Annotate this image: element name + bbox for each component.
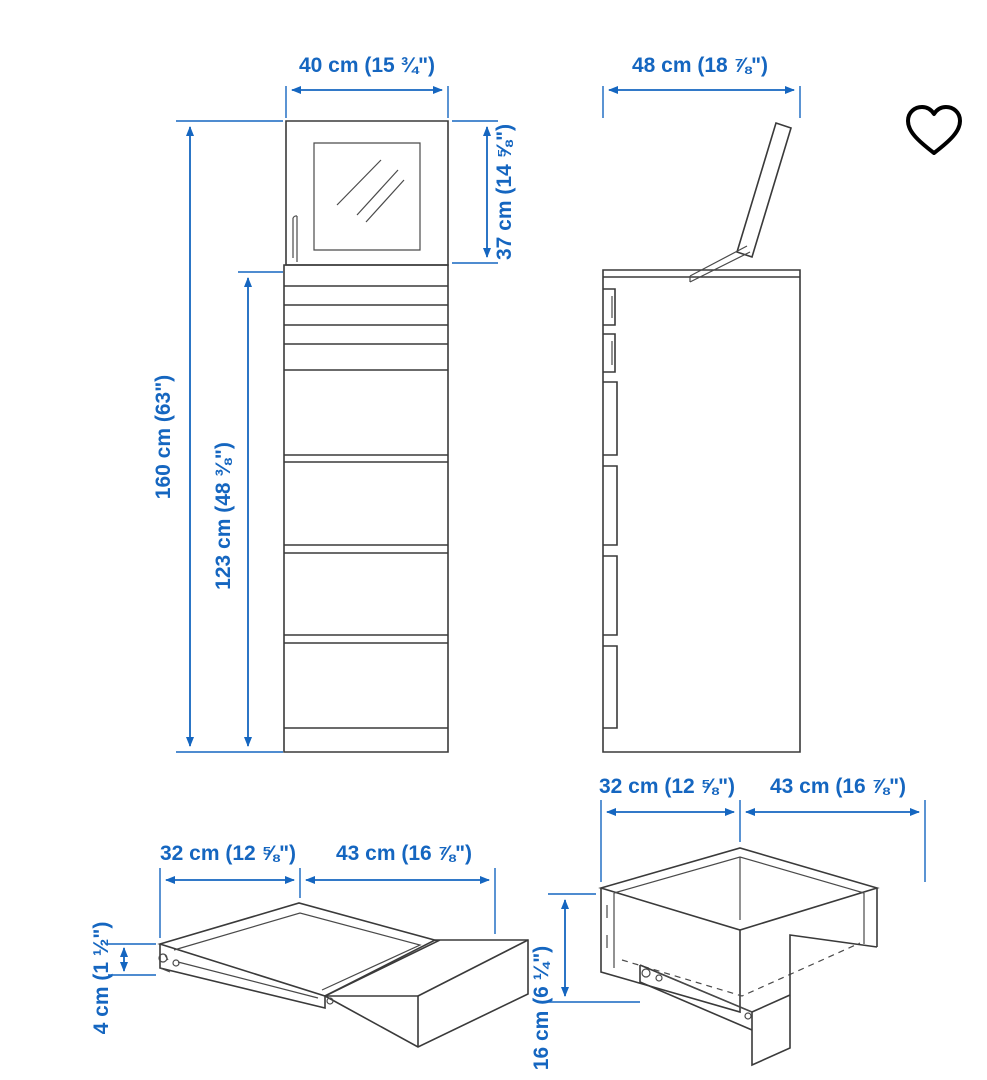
- side-view-group: [603, 54, 800, 752]
- dim-side-width: 48 cm (18 ⅞"): [631, 54, 769, 77]
- dim-small-drawer-height: 4 cm (1 ½"): [90, 921, 113, 1035]
- favorite-heart-button[interactable]: [905, 104, 963, 158]
- dim-mirror-height: 37 cm (14 ⅝"): [493, 123, 516, 261]
- front-view-group: [152, 54, 516, 752]
- dim-front-width: 40 cm (15 ¾"): [298, 54, 436, 77]
- large-drawer-view-group: [530, 775, 925, 1070]
- dim-large-drawer-width: 43 cm (16 ⅞"): [769, 775, 907, 798]
- heart-icon: [905, 104, 963, 158]
- small-drawer-view-group: [90, 842, 528, 1047]
- dim-small-drawer-depth: 32 cm (12 ⅝"): [159, 842, 297, 865]
- dim-large-drawer-height: 16 cm (6 ¼"): [530, 945, 553, 1071]
- dim-large-drawer-depth: 32 cm (12 ⅝"): [598, 775, 736, 798]
- dim-drawer-stack-height: 123 cm (48 ⅜"): [212, 442, 235, 590]
- dim-total-height: 160 cm (63"): [152, 374, 175, 500]
- dim-small-drawer-width: 43 cm (16 ⅞"): [335, 842, 473, 865]
